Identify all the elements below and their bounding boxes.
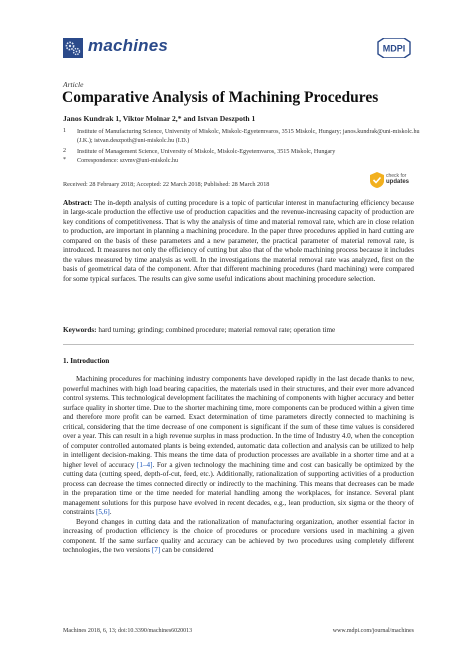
footer-citation: Machines 2018, 6, 13; doi:10.3390/machines6020013 [63,628,193,634]
article-title: Comparative Analysis of Machining Procedures [62,89,379,106]
body-text [63,375,414,556]
citation-link[interactable]: [7] [151,546,161,554]
citation-link[interactable]: [1–4] [136,460,153,469]
article-type: Article [63,80,84,89]
journal-logo-icon [63,38,83,58]
abstract-label: Abstract: [63,199,93,207]
check-updates-line2: updates [386,179,410,185]
paragraph: Beyond changes in cutting data and the rationalization of manufacturing organization, another essential factor in increasing of production efficiency is the choice of procedures or procedure versions used in machining a given component. If the same surface quality and accuracy can be achieved by two procedures using completely different technologies, the two versions [7] can be considered [63,517,414,554]
publisher-name: MDPI [382,43,406,54]
check-updates-line1: check for [386,173,407,179]
publication-dates: Received: 28 February 2018; Accepted: 22 March 2018; Published: 28 March 2018 [63,181,270,188]
author-list: Janos Kundrak 1, Viktor Molnar 2,* and Istvan Deszpoth 1 [63,114,256,123]
journal-name: machines [88,36,169,55]
mdpi-logo-icon [376,38,412,58]
keywords-text: hard turning; grinding; combined procedure; material removal rate; operation time [98,326,336,334]
abstract [63,199,414,284]
correspondence-text: Correspondence: szvmv@uni-miskolc.hu [77,158,179,164]
check-updates-icon [370,172,384,188]
citation-link[interactable]: [5,6] [95,508,110,516]
paragraph: Machining procedures for machining industry components have developed rapidly in the last decade thanks to new, powerful machines with high load bearing capacities, the materials used in their structures, and their ever more advanced control systems. This technological development facilitates the machining of components with higher accuracy and better surface quality in shorter time. Due to the shorter machining time, more components can be produced within a given time and therefore more profit can be earned. Exact determination of time parameters directly connected to machining is critical, considering that the time decrease of one component is significant if the sum of these time values is considered over a year. This can result in a high revenue surplus in mass production. In the time of Industry 4.0, when the conception of computer controlled automated plants is being extended, automatic data collection and analysis can be utilized to help in intelligent decision-making. This means the time data of production processes are available in a shorter time and at a higher level of accuracy [1–4]. For a given technology the machining time and cost can basically be optimized by the cutting data (cutting speed, depth-of-cut, feed, etc.). Additionally, rationalization of supporting activities of a production process can decrease the times connected directly or indirectly to the machining. This means that decreases can be made in the preparation time or the time needed for material handling among the workplaces, for instance. Several plant management solutions for this purpose have evolved in recent decades, e.g., lean production, six sigma or the theory of constraints [5,6]. [63,375,414,516]
check-for-updates-badge[interactable] [370,170,414,190]
affiliation-2: 2 Institute of Management Science, University of Miskolc, Miskolc-Egyetemvaros, 3515 Miskolc, Hungary [63,148,423,157]
keywords [63,326,414,334]
section-heading: 1. Introduction [63,357,110,365]
divider [63,344,414,345]
abstract-text: The in-depth analysis of cutting procedure is a topic of particular interest in manufacturing efficiency because in large-scale production the effective use of production capacities and the revenue-increasing capacity of production are key conditions of competitiveness. That is why the analysis of time and material removal rate, which are in close relation to production, are important in planning a machining procedure. In the paper three procedures applied in hard cutting are compared on the basis of these parameters and a new parameter, the practical parameter of material removal rate, is introduced. It measures not only the efficiency of cutting but also that of the whole machining process because it includes the values measured by time analysis as well. In the investigations the material removal rate was analyzed, first on the basis of geometrical data of the component. After that different machining procedures (hard machining) were compared for some typical surfaces. The results can give some useful indications about machining procedure selection. [63,199,414,283]
footer-url[interactable]: www.mdpi.com/journal/machines [332,628,414,634]
keywords-label: Keywords: [63,326,97,334]
affiliation-text: Institute of Manufacturing Science, University of Miskolc, Miskolc-Egyetemvaros, 3515 Miskolc, Hungary; janos.kundrak@uni-miskolc.hu (J.K.); istvan.deszpoth@uni-miskolc.hu (I.D.) [77,129,420,144]
correspondence: * Correspondence: szvmv@uni-miskolc.hu [63,157,423,166]
affiliation-text: Institute of Management Science, University of Miskolc, Miskolc-Egyetemvaros, 3515 Miskolc, Hungary [77,149,336,155]
affiliation-1: 1 Institute of Manufacturing Science, University of Miskolc, Miskolc-Egyetemvaros, 3515 Miskolc, Hungary; janos.kundrak@uni-miskolc.hu (J.K.); istvan.deszpoth@uni-miskolc.hu (I.D.) [63,128,423,146]
